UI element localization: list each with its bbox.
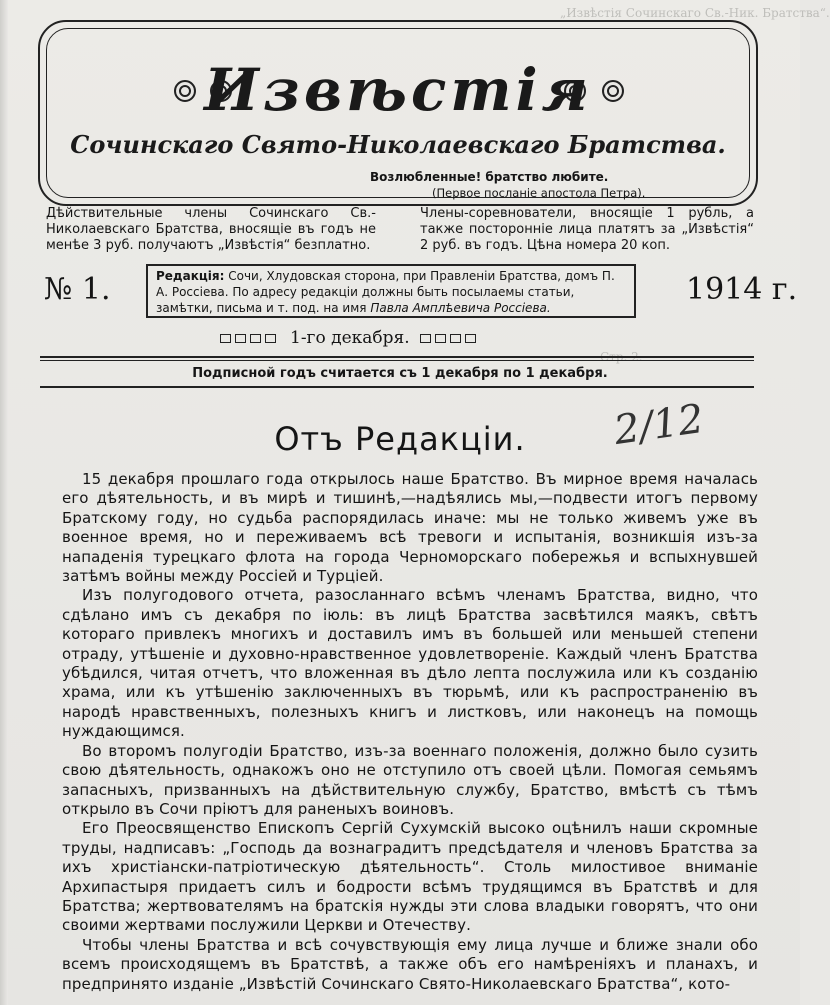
divider [40,360,754,361]
issue-date: 1-го декабря. [290,328,410,348]
editorial-label: Редакція: [156,269,225,283]
article-paragraph: Изъ полугодового отчета, разосланнаго всѣмъ членамъ Братства, видно, что сдѣлано имъ съ декабря по іюль: въ лицѣ Братства засвѣтился маякъ, свѣтъ котораго привлекъ многихъ и доставилъ имъ въ большей или меньшей степени отраду, утѣшеніе и духовно-нравственное удовлетвореніе. Каждый членъ Братства убѣдился, читая отчетъ, что вложенная въ дѣло лепта послужила или къ созданію храма, или къ утѣшенію заключенныхъ въ тюрьмѣ, или къ распространенію въ народѣ нравственныхъ, полезныхъ книгъ и листковъ, или наконецъ на помощь нуждающимся. [62,586,758,741]
square-ornament-icon [420,328,480,348]
editor-name: Павла Амплѣевича Россіева. [370,301,551,315]
associate-members-terms: Члены-соревнователи, вносящіе 1 рубль, а также посторонніе лица платятъ за „Извѣстія“ 2 руб. въ годъ. Цѣна номера 20 коп. [420,206,754,253]
issue-year: 1914 г. [686,272,798,307]
motto: Возлюбленные! братство любите. [370,170,609,184]
full-members-terms: Дѣйствительные члены Сочинскаго Св.-Николаевскаго Братства, вносящіе въ годъ не менѣе 3 руб. получаютъ „Извѣстія“ безплатно. [46,206,376,253]
article-paragraph: Его Преосвященство Епископъ Сергій Сухумскій высоко оцѣнилъ наши скромные труды, надписавъ: „Господь да вознаградитъ предсѣдателя и членовъ Братства за ихъ христіански-патріотическую дѣятельность“. Столь милостивое вниманіе Архипастыря придаетъ силъ и бодрости всѣмъ трудящимся въ Братствѣ и для Братства; жертвователямъ на братскія нужды эти слова владыки говорятъ, что они своими жертвами послужили Церкви и Отечеству. [62,819,758,935]
divider [40,356,754,358]
issue-number: № 1. [44,272,111,307]
show-through-text: „Извѣстія Сочинскаго Св.-Ник. Братства“. [560,6,830,20]
subscription-note: Подписной годъ считается съ 1 декабря по 1 декабря. [192,366,608,381]
divider [40,386,754,388]
masthead-frame [38,20,758,206]
masthead-subtitle: Сочинскаго Свято-Николаевскаго Братства. [70,130,726,159]
article-paragraph: 15 декабря прошлаго года открылось наше Братство. Въ мирное время началась его дѣятельность, и въ мирѣ и тишинѣ,—надѣялись мы,—подвести итогъ первому Братскому году, но судьба распорядилась иначе: мы не только живемъ уже въ военное время, но и переживаемъ всѣ тревоги и испытанія, возникшія изъ-за нападенія турецкаго флота на города Черноморскаго побережья и вспыхнувшей затѣмъ войны между Россіей и Турціей. [62,470,758,586]
masthead-title: Извѣстія [204,56,592,124]
square-ornament-icon [220,328,280,348]
article-paragraph: Чтобы члены Братства и всѣ сочувствующія ему лица лучше и ближе знали обо всемъ происходящемъ въ Братствѣ, а также объ его намѣреніяхъ и планахъ, и предпринято изданіе „Извѣстій Сочинскаго Свято-Николаевскаго Братства“, кото- [62,935,758,993]
editorial-office-box [146,264,636,318]
page-edge-shadow [0,0,8,1005]
handwritten-mark: 2/12 [611,395,707,455]
article-heading: Отъ Редакціи. [274,420,526,458]
issue-date-row [220,328,480,348]
editorial-address: Сочи, Хлудовская сторона, при Правленіи Братства, домъ П. А. Россіева. По адресу редакціи должны быть посылаемы статьи, замѣтки, письма и т. под. на имя [156,269,615,315]
article-body [62,470,758,994]
article-paragraph: Во второмъ полугодіи Братство, изъ-за военнаго положенія, должно было сузить свою дѣятельность, однакожъ оно не отступило отъ своей цѣли. Помогая семьямъ запасныхъ, призванныхъ на дѣйствительную службу, Братство, вмѣстѣ съ тѣмъ открыло въ Сочи пріютъ для раненыхъ воиновъ. [62,741,758,818]
motto-source: (Первое посланіе апостола Петра). [432,186,646,200]
